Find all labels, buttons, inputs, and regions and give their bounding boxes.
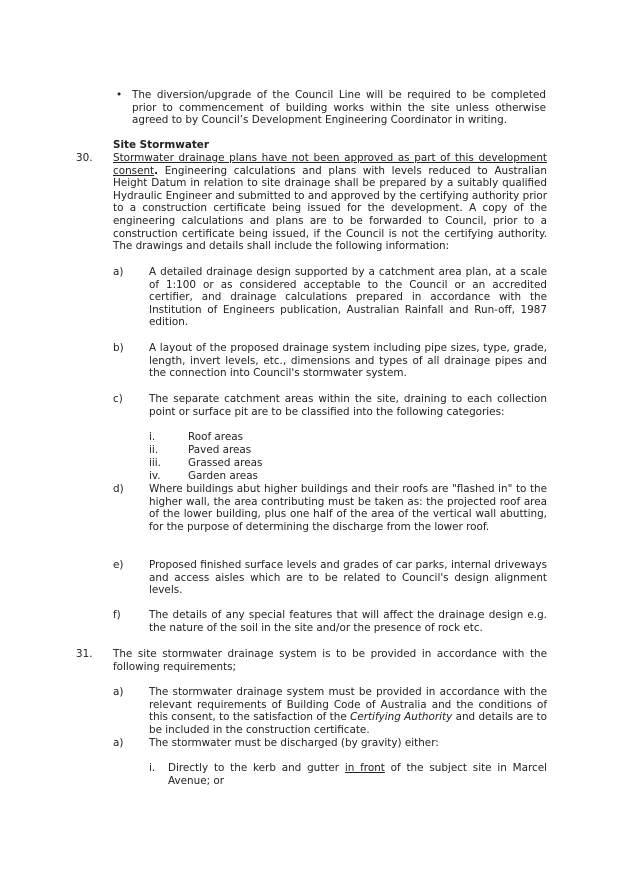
item-e-label: e) [113,559,124,571]
item-c-text: The separate catchment areas within the site, draining to each collection point or surface pit are to be classified into the following categories: [149,393,547,418]
condition-30-lead-dot: . [154,164,159,177]
category-grassed: Grassed areas [188,457,263,469]
category-paved: Paved areas [188,444,252,456]
sub-item-i-text [168,762,547,787]
section-heading: Site Stormwater [113,139,209,151]
item-b-text: A layout of the proposed drainage system including pipe sizes, type, grade, length, invert levels, etc., dimensions and types of all drainage pipes and the connection into Council's stormwater system. [149,342,547,380]
category-roof: Roof areas [188,431,244,443]
condition-number-31: 31. [76,648,93,660]
item-a-label: a) [113,266,124,278]
item-31a-label: a) [113,686,124,698]
item-f-label: f) [113,609,121,621]
item-31a-text [149,686,547,736]
item-c-label: c) [113,393,123,405]
category-num: ii. [149,444,159,456]
item-31a-post: and details are to be included in the construction certificate. [149,711,547,736]
item-e-text: Proposed finished surface levels and grades of car parks, internal driveways and access aisles which are to be related to Council's design alignment levels. [149,559,547,597]
item-31a-italic: Certifying Authority [350,711,453,724]
item-31a2-label: a) [113,737,124,749]
condition-number-30: 30. [76,152,93,164]
condition-30-lead: Stormwater drainage plans have not been approved as part of this development consent [113,152,547,177]
bullet-paragraph: The diversion/upgrade of the Council Line will be required to be completed prior to commencement of building works within the site unless otherwise agreed to by Council’s Development Engineering Coordinator in writing. [132,89,546,127]
item-31a2-text: The stormwater must be discharged (by gravity) either: [149,737,439,749]
condition-30-paragraph [113,152,547,253]
sub-item-i-pre: Directly to the kerb and gutter [168,762,345,774]
sub-item-i-label: i. [149,762,156,774]
sub-item-i-post: of the subject site in Marcel Avenue; or [168,762,547,787]
item-a-text: A detailed drainage design supported by a catchment area plan, at a scale of 1:100 or as considered acceptable to the Council or an accredited certifier, and drainage calculations prepared in accordance with the Institution of Engineers publication, Australian Rainfall and Run-off, 1987 edition. [149,266,547,329]
condition-31-paragraph: The site stormwater drainage system is to be provided in accordance with the following requirements; [113,648,547,673]
category-num: iv. [149,470,161,482]
item-f-text: The details of any special features that will affect the drainage design e.g. the nature of the soil in the site and/or the presence of rock etc. [149,609,547,634]
item-d-text: Where buildings abut higher buildings and their roofs are "flashed in" to the higher wall, the area contributing must be taken as: the projected roof area of the lower building, plus one half of the area of the vertical wall abutting, for the purpose of determining the discharge from the lower roof. [149,483,547,533]
item-d-label: d) [113,483,124,495]
item-31a-pre: The stormwater drainage system must be provided in accordance with the relevant requirements of Building Code of Australia and the conditions of this consent, to the satisfaction of the [149,686,547,724]
category-garden: Garden areas [188,470,258,482]
condition-30-body: Engineering calculations and plans with levels reduced to Australian Height Datum in relation to site drainage shall be prepared by a suitably qualified Hydraulic Engineer and submitted to and approved by the certifying authority prior to a construction certificate being issued for the development. A copy of the engineering calculations and plans are to be forwarded to Council, prior to a construction certificate being issued, if the Council is not the certifying authority. The drawings and details shall include the following information: [113,164,547,253]
item-b-label: b) [113,342,124,354]
bullet-marker: • [116,89,123,101]
sub-item-i-underlined: in front [344,762,385,774]
category-num: i. [149,431,156,443]
category-num: iii. [149,457,161,469]
